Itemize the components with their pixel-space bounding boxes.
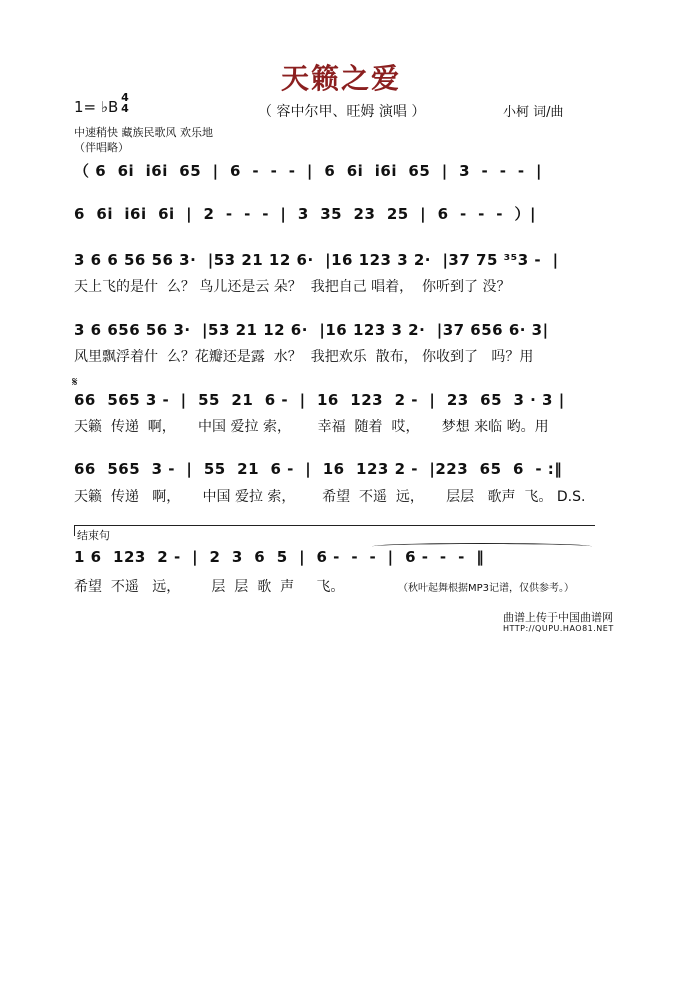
lyrics-row-3: 天上飞的是什 么？ 鸟儿还是云 朵？ 我把自己 唱着， 你听到了 没？	[74, 279, 511, 295]
notation-row-1: （ 6 6i i6i 65 | 6 - - - | 6 6i i6i 65 | 3 - - - |	[74, 162, 543, 180]
key-signature: 1= ♭B	[74, 98, 119, 116]
tempo-marking: 中速稍快 藏族民歌风 欢乐地	[74, 126, 213, 139]
notation-row-2: 6 6i i6i 6i | 2 - - - | 3 35 23 25 | 6 - - - ）|	[74, 205, 536, 223]
notation-row-7: 1 6 123 2 - | 2 3 6 5 | 6 - - - | 6 - - - ‖	[74, 548, 485, 566]
time-signature-bottom: 4	[121, 102, 129, 115]
segno-sign: 𝄋	[72, 375, 78, 390]
author-credit: 小柯 词/曲	[503, 105, 564, 120]
notation-row-5: 66 565 3 - | 55 21 6 - | 16 123 2 - | 23 65 3 · 3 |	[74, 391, 565, 409]
time-signature-top: 4	[121, 91, 129, 104]
accompaniment-note: （伴唱略）	[74, 141, 129, 154]
tie-arc	[372, 543, 592, 550]
time-signature	[120, 92, 130, 114]
notation-row-6: 66 565 3 - | 55 21 6 - | 16 123 2 - |223 65 6 - :‖	[74, 460, 563, 478]
ending-label: 结束句	[77, 529, 110, 542]
lyrics-row-7: 希望 不遥 远， 层 层 歌 声 飞。	[74, 579, 345, 595]
lyrics-row-4: 风里飘浮着什 么？花瓣还是露 水？ 我把欢乐 散布， 你收到了 吗？用	[74, 349, 534, 365]
notation-row-4: 3 6 656 56 3· |53 21 12 6· |16 123 3 2· |37 656 6· 3|	[74, 321, 549, 339]
lyrics-row-6: 天籁 传递 啊， 中国 爱拉 索， 希望 不遥 远， 层层 歌声 飞。 D.S.	[74, 489, 586, 505]
lyrics-row-5: 天籁 传递 啊， 中国 爱拉 索， 幸福 随着 哎， 梦想 来临 哟。用	[74, 419, 549, 435]
notation-row-3: 3 6 6 56 56 3· |53 21 12 6· |16 123 3 2· |37 75 ³⁵3 - |	[74, 251, 559, 269]
ending-bracket	[74, 525, 595, 536]
source-url: HTTP://QUPU.HAO81.NET	[503, 624, 614, 633]
song-title: 天籁之爱	[280, 62, 401, 95]
singers: （ 容中尔甲、旺姆 演唱 ）	[258, 104, 426, 120]
source-credit: 曲谱上传于中国曲谱网	[503, 611, 613, 624]
transcription-note: （秋叶起舞根据MP3记谱，仅供参考。）	[398, 583, 575, 594]
